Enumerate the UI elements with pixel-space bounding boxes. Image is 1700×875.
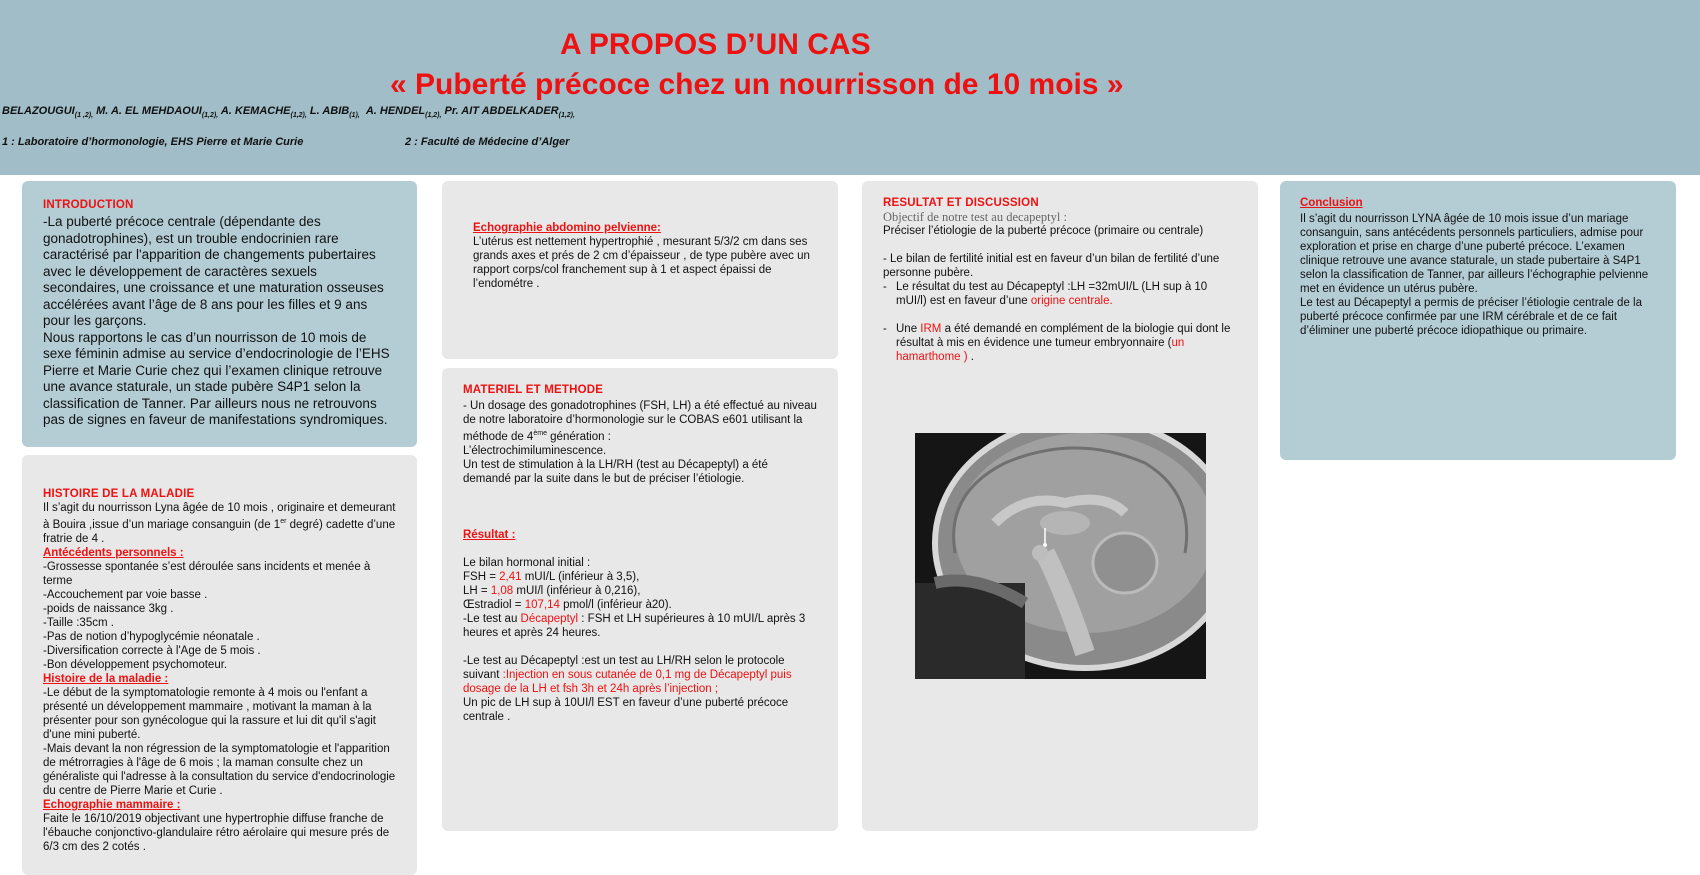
section-title: MATERIEL ET METHODE: [463, 384, 604, 396]
section-title: RESULTAT ET DISCUSSION: [883, 197, 1039, 209]
list-item: -Pas de notion d’hypoglycémie néonatale .: [43, 630, 260, 643]
author: M. A. EL MEHDAOUI: [96, 105, 202, 117]
author: BELAZOUGUI: [2, 105, 75, 117]
conclusion-panel: [1280, 181, 1676, 460]
mri-brain-image: [915, 433, 1206, 679]
histoire-panel: [22, 455, 417, 875]
result-bullet: - Une IRM a été demandé en complément de la biologie qui dont le résultat à mis en évidence une tumeur embryonnaire (un hamarthome ) .: [883, 323, 1231, 363]
list-item: -Le début de la symptomatologie remonte à 4 mois ou l'enfant a présenté un développement mammaire , motivant la maman à la présenter pour son gynécologue qui la rassure et lui dit qu'il s'agit d'une mini puberté.: [43, 686, 376, 741]
materiel-paragraph: Un test de stimulation à la LH/RH (test au Décapeptyl) a été demandé par la suite dans le but de préciser l’étiologie.: [463, 458, 768, 485]
list-item: -Taille :35cm .: [43, 616, 114, 629]
echo-pelvienne-text: L’utérus est nettement hypertrophié , mesurant 5/3/2 cm dans ses grands axes et prés de 2 cm d’épaisseur , de type pubère avec un rapport corps/col franchement sup à 1 et aspect épaissi de l’endométre .: [473, 236, 810, 290]
echo-pelvienne-panel: [442, 181, 838, 359]
conclusion-paragraph: Le test au Décapeptyl a permis de préciser l’étiologie centrale de la puberté précoce confirmée par une IRM cérébrale et de ce fait d’éliminer une puberté précoce idiopathique ou primaire.: [1300, 297, 1642, 337]
histoire-intro: Il s’agit du nourrisson Lyna âgée de 10 mois , originaire et demeurant à Bouira ,issue d’un mariage consanguin (de 1er degré) cadette d’une fratrie de 4 .: [43, 502, 396, 545]
materiel-paragraph: L’électrochimiluminescence.: [463, 444, 607, 457]
lh-result: LH = 1,08 mUI/l (inférieur à 0,216),: [463, 584, 641, 597]
result-bullet: - Le résultat du test au Décapeptyl :LH =32mUI/L (LH sup à 10 mUI/l) est en faveur d’une origine centrale.: [883, 281, 1208, 307]
echo-mammaire-text: Faite le 16/10/2019 objectivant une hypertrophie diffuse franche de l'ébauche conjonctivo-glandulaire rétro aérolaire qui mesure prés de 6/3 cm des 2 cotés .: [43, 812, 390, 853]
author: A. HENDEL: [365, 105, 426, 117]
materiel-paragraph: - Un dosage des gonadotrophines (FSH, LH) a été effectué au niveau de notre laboratoire d’hormonologie sur le COBAS e601 utilisant la méthode de 4ème génération :: [463, 400, 817, 443]
list-item: -Accouchement par voie basse .: [43, 588, 208, 601]
subsection-title: Echographie abdomino pelvienne:: [473, 222, 661, 234]
affiliation-1: 1 : Laboratoire d’hormonologie, EHS Pierre et Marie Curie: [2, 136, 304, 148]
list-item: -Mais devant la non régression de la symptomatologie et l'apparition de métrorragies à l'âge de 6 mois ; la maman consulte chez un généraliste qui l'adresse à la consultation du service d'endocrinologie du centre de Pierre Marie et Curie .: [43, 742, 396, 797]
subsection-title: Histoire de la maladie :: [43, 672, 169, 685]
objectif-label: Objectif de notre test au decapeptyl :: [883, 210, 1067, 224]
affiliation-2: 2 : Faculté de Médecine d’Alger: [405, 136, 570, 148]
fsh-value: 2,41: [499, 570, 522, 583]
pic-text: Un pic de LH sup à 10UI/l EST en faveur d’une puberté précoce centrale .: [463, 696, 789, 723]
subsection-title: Antécédents personnels :: [43, 546, 184, 559]
section-title: INTRODUCTION: [43, 199, 134, 211]
list-item: -Bon développement psychomoteur.: [43, 658, 228, 671]
conclusion-paragraph: Il s’agit du nourrisson LYNA âgée de 10 mois issue d’un mariage consanguin, sans antécédents personnels particuliers, admise pour exploration et prise en charge d’une puberté précoce. L’examen clinique retrouve une avance staturale, un stade pubertaire à S4P1 selon la classification de Tanner, par ailleurs l’échographie pelvienne met en évidence un utérus pubère.: [1300, 213, 1649, 295]
poster-header: [0, 0, 1700, 175]
intro-paragraph: Nous rapportons le cas d’un nourrisson de 10 mois de sexe féminin admise au service d’endocrinologie de l’EHS Pierre et Marie Curie chez qui l’examen clinique retrouve une avance staturale, un stade pubère S4P1 selon la classification de Tanner. Par ailleurs nous ne retrouvons pas de signes en faveur de manifestations syndromiques.: [43, 329, 390, 427]
subsection-title: Echographie mammaire :: [43, 798, 181, 811]
author-list: $BELAZOUGUI_{(1 ,2),}$ M. A. EL $MEHDAOUI_{(1,2),}$ A. $KEMACHE_{(1,2),}$ L. $ABIB_{(1),}$ A. $HENDEL_{(1,2),}$ Pr. AIT $ABDELKADER_{(1,2),}$: [2, 105, 575, 120]
materiel-panel: [442, 368, 838, 831]
bilan-intro: Le bilan hormonal initial :: [463, 556, 591, 569]
fsh-result: FSH = 2,41 mUI/L (inférieur à 3,5),: [463, 570, 640, 583]
protocol-text: -Le test au Décapeptyl :est un test au LH/RH selon le protocole suivant :Injection en sous cutanée de 0,1 mg de Décapeptyl puis dosage de la LH et fsh 3h et 24h après l’injection ;: [463, 654, 792, 695]
section-title: Conclusion: [1300, 197, 1363, 209]
intro-paragraph: -La puberté précoce centrale (dépendante des gonadotrophines), est un trouble endocrinien rare caractérisé par l'apparition de changements pubertaires avec le développement de caractères sexuels secondaires, une croissance et une maturation osseuses accélérées avant l’âge de 8 ans pour les filles et 9 ans pour les garçons.: [43, 214, 384, 328]
lh-value: 1,08: [490, 584, 514, 597]
list-item: -Diversification correcte à l'Age de 5 mois .: [43, 644, 261, 657]
section-title: HISTOIRE DE LA MALADIE: [43, 488, 195, 500]
subsection-title: Résultat :: [463, 528, 516, 541]
estradiol-value: 107,14: [524, 598, 560, 611]
bilan-text: - Le bilan de fertilité initial est en faveur d’un bilan de fertilité d’une personne pubère.: [883, 253, 1220, 279]
poster-subtitle: « Puberté précoce chez un nourrisson de 10 mois »: [390, 68, 1124, 101]
mri-sagittal-icon: [915, 433, 1206, 679]
preciser-text: Préciser l’étiologie de la puberté précoce (primaire ou centrale): [883, 225, 1204, 237]
author: L. ABIB: [309, 105, 350, 117]
test-result: -Le test au Décapeptyl : FSH et LH supérieures à 10 mUI/L après 3 heures et après 24 heures.: [463, 612, 806, 639]
poster-title: A PROPOS D’UN CAS: [560, 28, 871, 61]
introduction-panel: [22, 181, 417, 447]
list-item: -Grossesse spontanée s’est déroulée sans incidents et menée à terme: [43, 560, 371, 587]
list-item: -poids de naissance 3kg .: [43, 602, 174, 615]
author: Pr. AIT ABDELKADER: [444, 105, 559, 117]
author: A. KEMACHE: [220, 105, 291, 117]
estradiol-result: Œstradiol = 107,14 pmol/l (inférieur à20).: [463, 598, 672, 611]
